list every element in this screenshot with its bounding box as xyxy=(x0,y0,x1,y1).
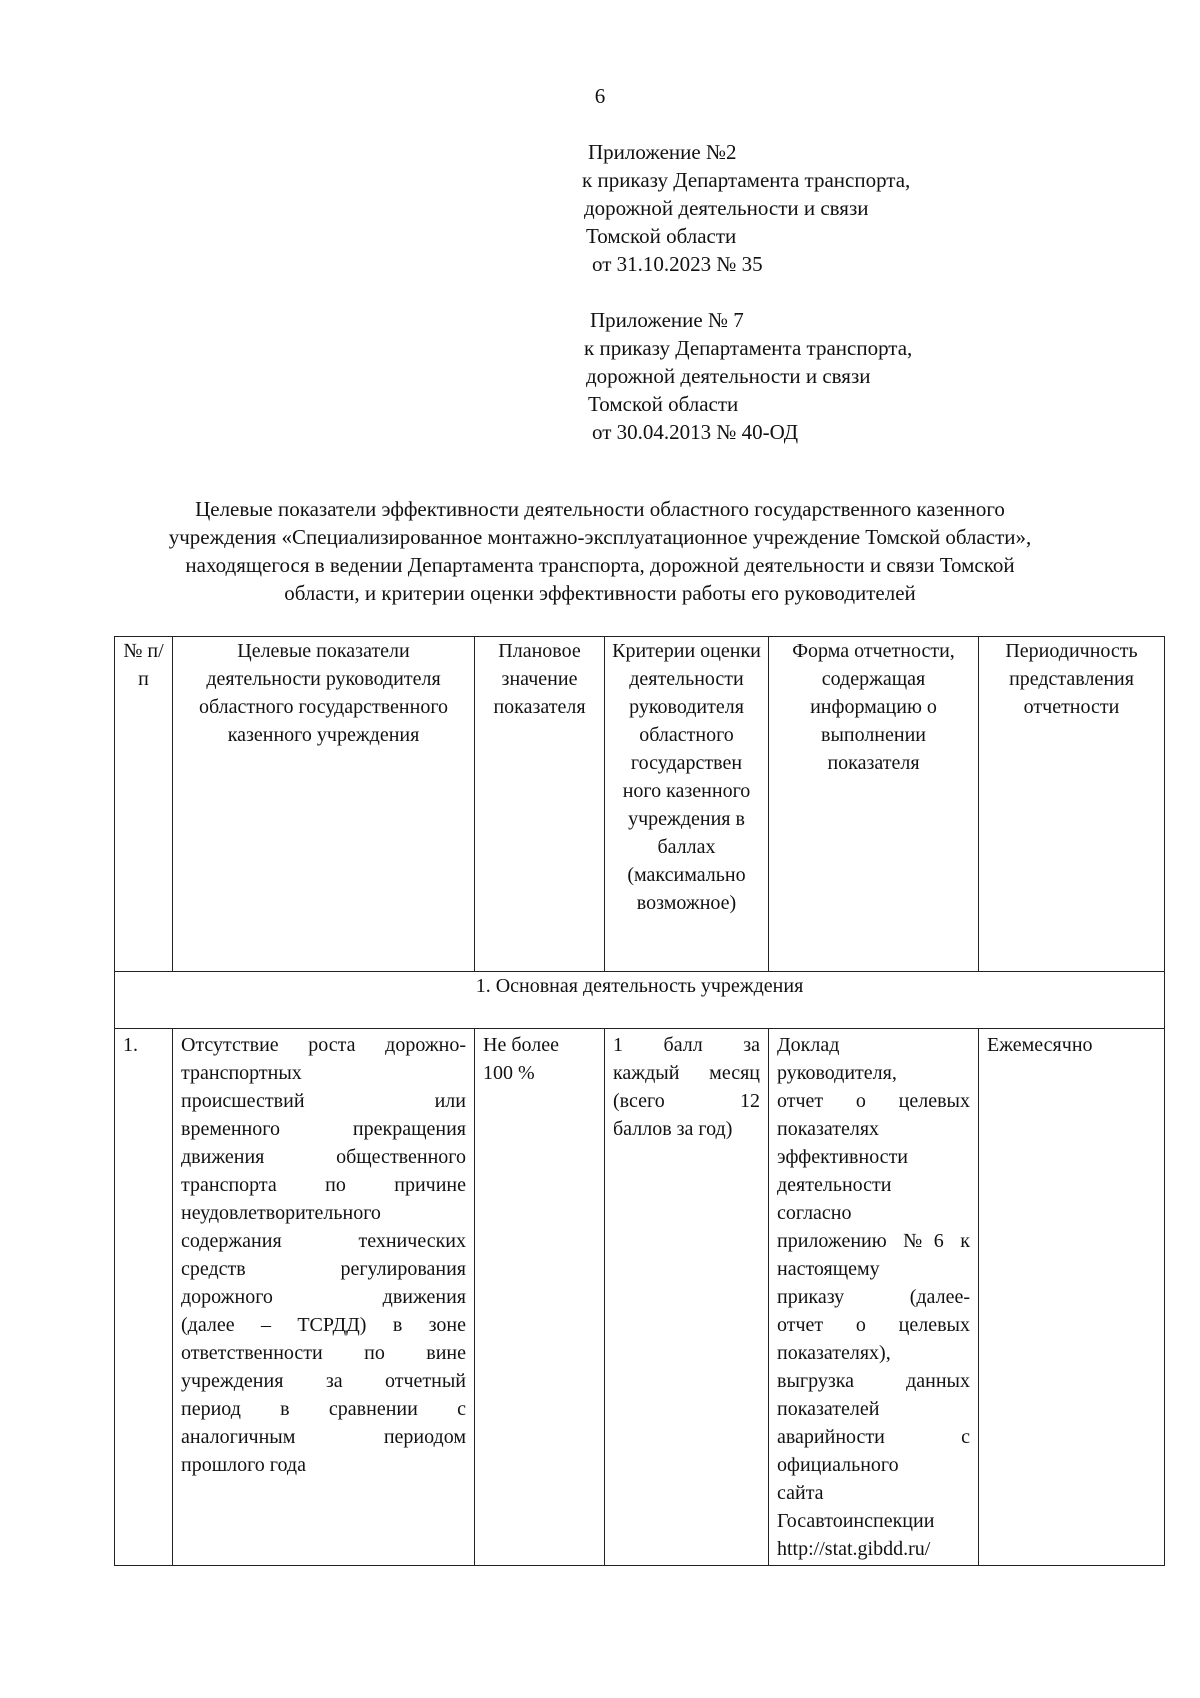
appendix-line: Томской области xyxy=(586,224,737,248)
criteria-cell xyxy=(605,1029,769,1566)
section-title: 1. Основная деятельность учреждения xyxy=(115,972,1165,1029)
row-number-cell xyxy=(115,1029,173,1566)
appendix-line: Томской области xyxy=(588,392,739,416)
section-row xyxy=(115,972,1165,1029)
header-indicators: Целевые показатели деятельности руководителя областного государственного казенного учреждения xyxy=(173,637,475,972)
indicator-text: Отсутствие роста дорожно- транспортных происшествий или временного прекращения движения общественного транспорта по причине неудовлетворительного содержания технических средств регулирования дорожного движения (далее – ТСРДД) в зоне ответственности по вине учреждения за отчетный период в сравнении с аналогичным периодом прошлого года xyxy=(181,1034,466,1476)
title-line: Целевые показатели эффективности деятельности областного государственного казенного xyxy=(195,497,1005,521)
appendix-line: от 30.04.2013 № 40-ОД xyxy=(592,420,799,444)
appendix-line: Приложение №2 xyxy=(588,140,737,164)
header-report-form: Форма отчетности, содержащая информацию о выполнении показателя xyxy=(769,637,979,972)
table-header-row xyxy=(115,637,1165,972)
plan-value: Не более 100 % xyxy=(483,1034,559,1084)
table-row xyxy=(115,1029,1165,1566)
periodicity-cell xyxy=(979,1029,1165,1566)
header-plan-value: Плановое значение показателя xyxy=(475,637,605,972)
criteria-text: 1 балл за каждый месяц (всего 12 баллов за год) xyxy=(613,1034,760,1140)
title-line: находящегося в ведении Департамента транспорта, дорожной деятельности и связи Томской xyxy=(185,553,1015,577)
appendix-original-block xyxy=(584,306,913,446)
header-number: № п/п xyxy=(115,637,173,972)
indicators-table xyxy=(114,636,1165,1566)
appendix-current-block xyxy=(582,138,911,278)
page-number: 6 xyxy=(594,84,606,108)
appendix-line: дорожной деятельности и связи xyxy=(586,364,871,388)
plan-value-cell xyxy=(475,1029,605,1566)
appendix-line: к приказу Департамента транспорта, xyxy=(582,168,911,192)
row-number: 1. xyxy=(123,1034,138,1056)
indicator-cell xyxy=(173,1029,475,1566)
appendix-line: к приказу Департамента транспорта, xyxy=(584,336,913,360)
report-form-cell xyxy=(769,1029,979,1566)
report-form-text: Доклад руководителя, отчет о целевых показателях эффективности деятельности согласно приложению №6 к настоящему приказу (далее- отчет о целевых показателях), выгрузка данных показателей аварийности с официального сайта Госавтоинспекции http://stat.gibdd.ru/ xyxy=(777,1034,970,1560)
title-line: области, и критерии оценки эффективности работы его руководителей xyxy=(284,581,916,605)
periodicity: Ежемесячно xyxy=(987,1034,1093,1056)
appendix-line: дорожной деятельности и связи xyxy=(584,196,869,220)
appendix-line: от 31.10.2023 № 35 xyxy=(592,252,763,276)
document-title xyxy=(90,495,1110,607)
header-periodicity: Периодичность представления отчетности xyxy=(979,637,1165,972)
header-criteria: Критерии оценки деятельности руководителя областного государствен ного казенного учреждения в баллах (максимально возможное) xyxy=(605,637,769,972)
title-line: учреждения «Специализированное монтажно-эксплуатационное учреждение Томской области», xyxy=(168,525,1032,549)
appendix-line: Приложение № 7 xyxy=(590,308,744,332)
